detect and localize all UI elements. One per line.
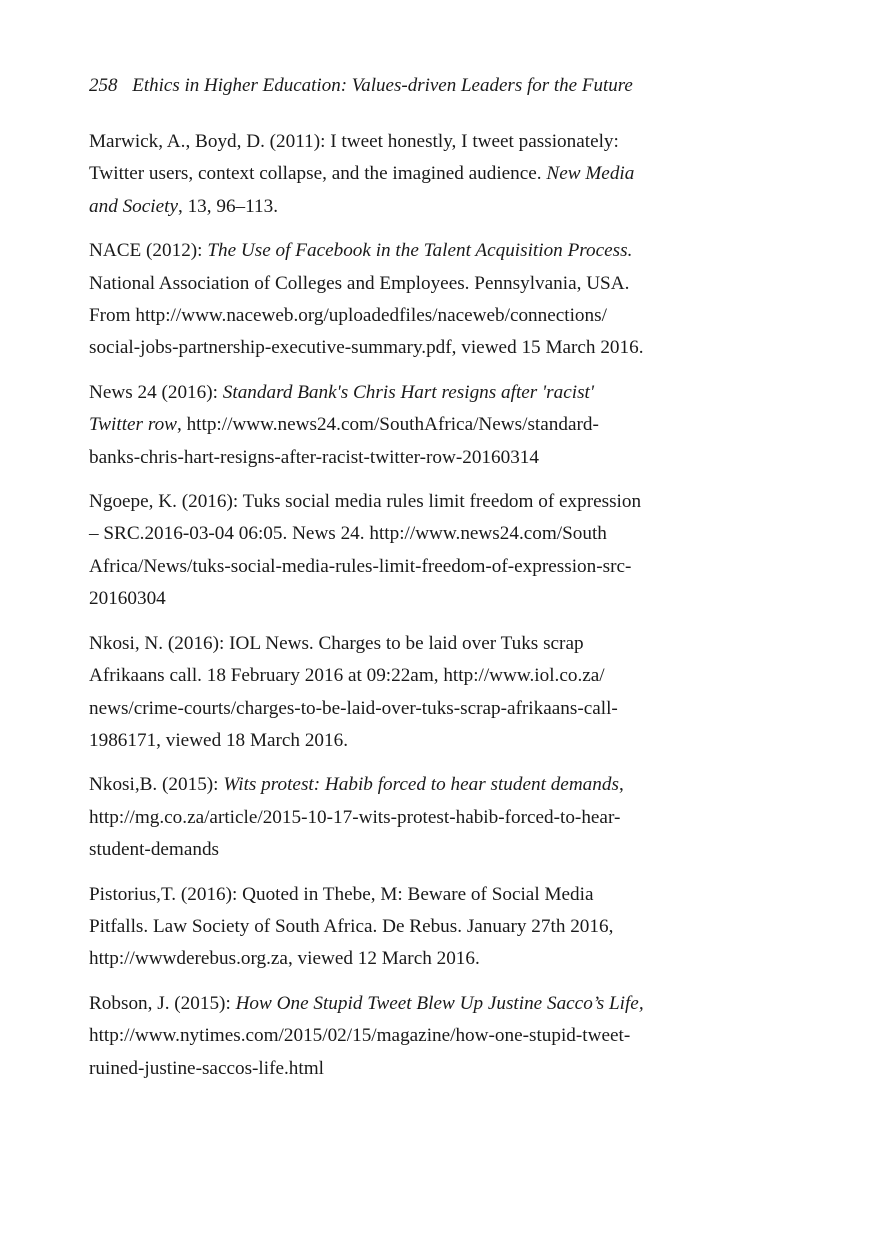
reference-entry bbox=[89, 377, 701, 474]
page-number: 258 bbox=[89, 75, 118, 96]
reference-text: banks-chris-hart-resigns-after-racist-twitter-row-20160314 bbox=[89, 446, 539, 468]
reference-text: , 13, 96–113. bbox=[177, 195, 279, 217]
reference-text: – SRC.2016-03-04 06:05. News 24. http://www.news24.com/South bbox=[89, 523, 607, 545]
reference-text: Ngoepe, K. (2016): Tuks social media rules limit freedom of expression bbox=[89, 491, 642, 513]
reference-text: National Association of Colleges and Employees. Pennsylvania, USA. bbox=[89, 272, 630, 294]
reference-list bbox=[89, 126, 701, 1085]
reference-text: student-demands bbox=[89, 839, 220, 861]
reference-text: Robson, J. (2015): bbox=[89, 992, 236, 1014]
reference-title: How One Stupid Tweet Blew Up Justine Sacco’s Life, bbox=[235, 992, 644, 1014]
reference-text: Pitfalls. Law Society of South Africa. De Rebus. January 27th 2016, bbox=[89, 915, 614, 937]
reference-text: 1986171, viewed 18 March 2016. bbox=[89, 729, 348, 751]
reference-entry bbox=[89, 628, 701, 758]
reference-entry bbox=[89, 988, 701, 1085]
reference-title: New Media bbox=[546, 163, 635, 185]
reference-text: , http://www.news24.com/SouthAfrica/News/standard- bbox=[176, 414, 599, 436]
reference-title: and Society bbox=[89, 195, 178, 217]
reference-title: Wits protest: Habib forced to hear student demands bbox=[223, 774, 619, 796]
reference-text: News 24 (2016): bbox=[89, 381, 223, 403]
reference-text: http://wwwderebus.org.za, viewed 12 March 2016. bbox=[89, 948, 480, 970]
reference-text: http://www.nytimes.com/2015/02/15/magazine/how-one-stupid-tweet- bbox=[89, 1025, 631, 1047]
reference-text: NACE (2012): bbox=[89, 240, 208, 262]
reference-title: Standard Bank's Chris Hart resigns after 'racist' bbox=[222, 381, 594, 403]
reference-title: The Use of Facebook in the Talent Acquisition Process. bbox=[207, 240, 633, 262]
reference-text: Pistorius,T. (2016): Quoted in Thebe, M: Beware of Social Media bbox=[89, 883, 594, 905]
book-title: Ethics in Higher Education: Values-driven Leaders for the Future bbox=[132, 75, 633, 96]
book-page bbox=[89, 72, 701, 1097]
reference-entry bbox=[89, 126, 701, 223]
reference-text: http://mg.co.za/article/2015-10-17-wits-protest-habib-forced-to-hear- bbox=[89, 806, 621, 828]
reference-text: From http://www.naceweb.org/uploadedfiles/naceweb/connections/ bbox=[89, 305, 607, 327]
reference-text: Nkosi, N. (2016): IOL News. Charges to be laid over Tuks scrap bbox=[89, 632, 584, 654]
running-header bbox=[89, 72, 701, 100]
reference-text: news/crime-courts/charges-to-be-laid-over-tuks-scrap-afrikaans-call- bbox=[89, 697, 618, 719]
reference-text: ruined-justine-saccos-life.html bbox=[89, 1057, 324, 1079]
reference-entry bbox=[89, 235, 701, 365]
reference-entry bbox=[89, 486, 701, 616]
reference-entry bbox=[89, 879, 701, 976]
reference-text: Africa/News/tuks-social-media-rules-limit-freedom-of-expression-src- bbox=[89, 555, 632, 577]
reference-entry bbox=[89, 769, 701, 866]
reference-text: Nkosi,B. (2015): bbox=[89, 774, 224, 796]
reference-text: Twitter users, context collapse, and the imagined audience. bbox=[89, 163, 547, 185]
reference-text: 20160304 bbox=[89, 588, 166, 610]
reference-text: Afrikaans call. 18 February 2016 at 09:22am, http://www.iol.co.za/ bbox=[89, 665, 605, 687]
reference-text: Marwick, A., Boyd, D. (2011): I tweet honestly, I tweet passionately: bbox=[89, 131, 619, 152]
reference-text: , bbox=[618, 774, 624, 796]
reference-title: Twitter row bbox=[89, 414, 177, 436]
reference-text: social-jobs-partnership-executive-summary.pdf, viewed 15 March 2016. bbox=[89, 337, 644, 359]
